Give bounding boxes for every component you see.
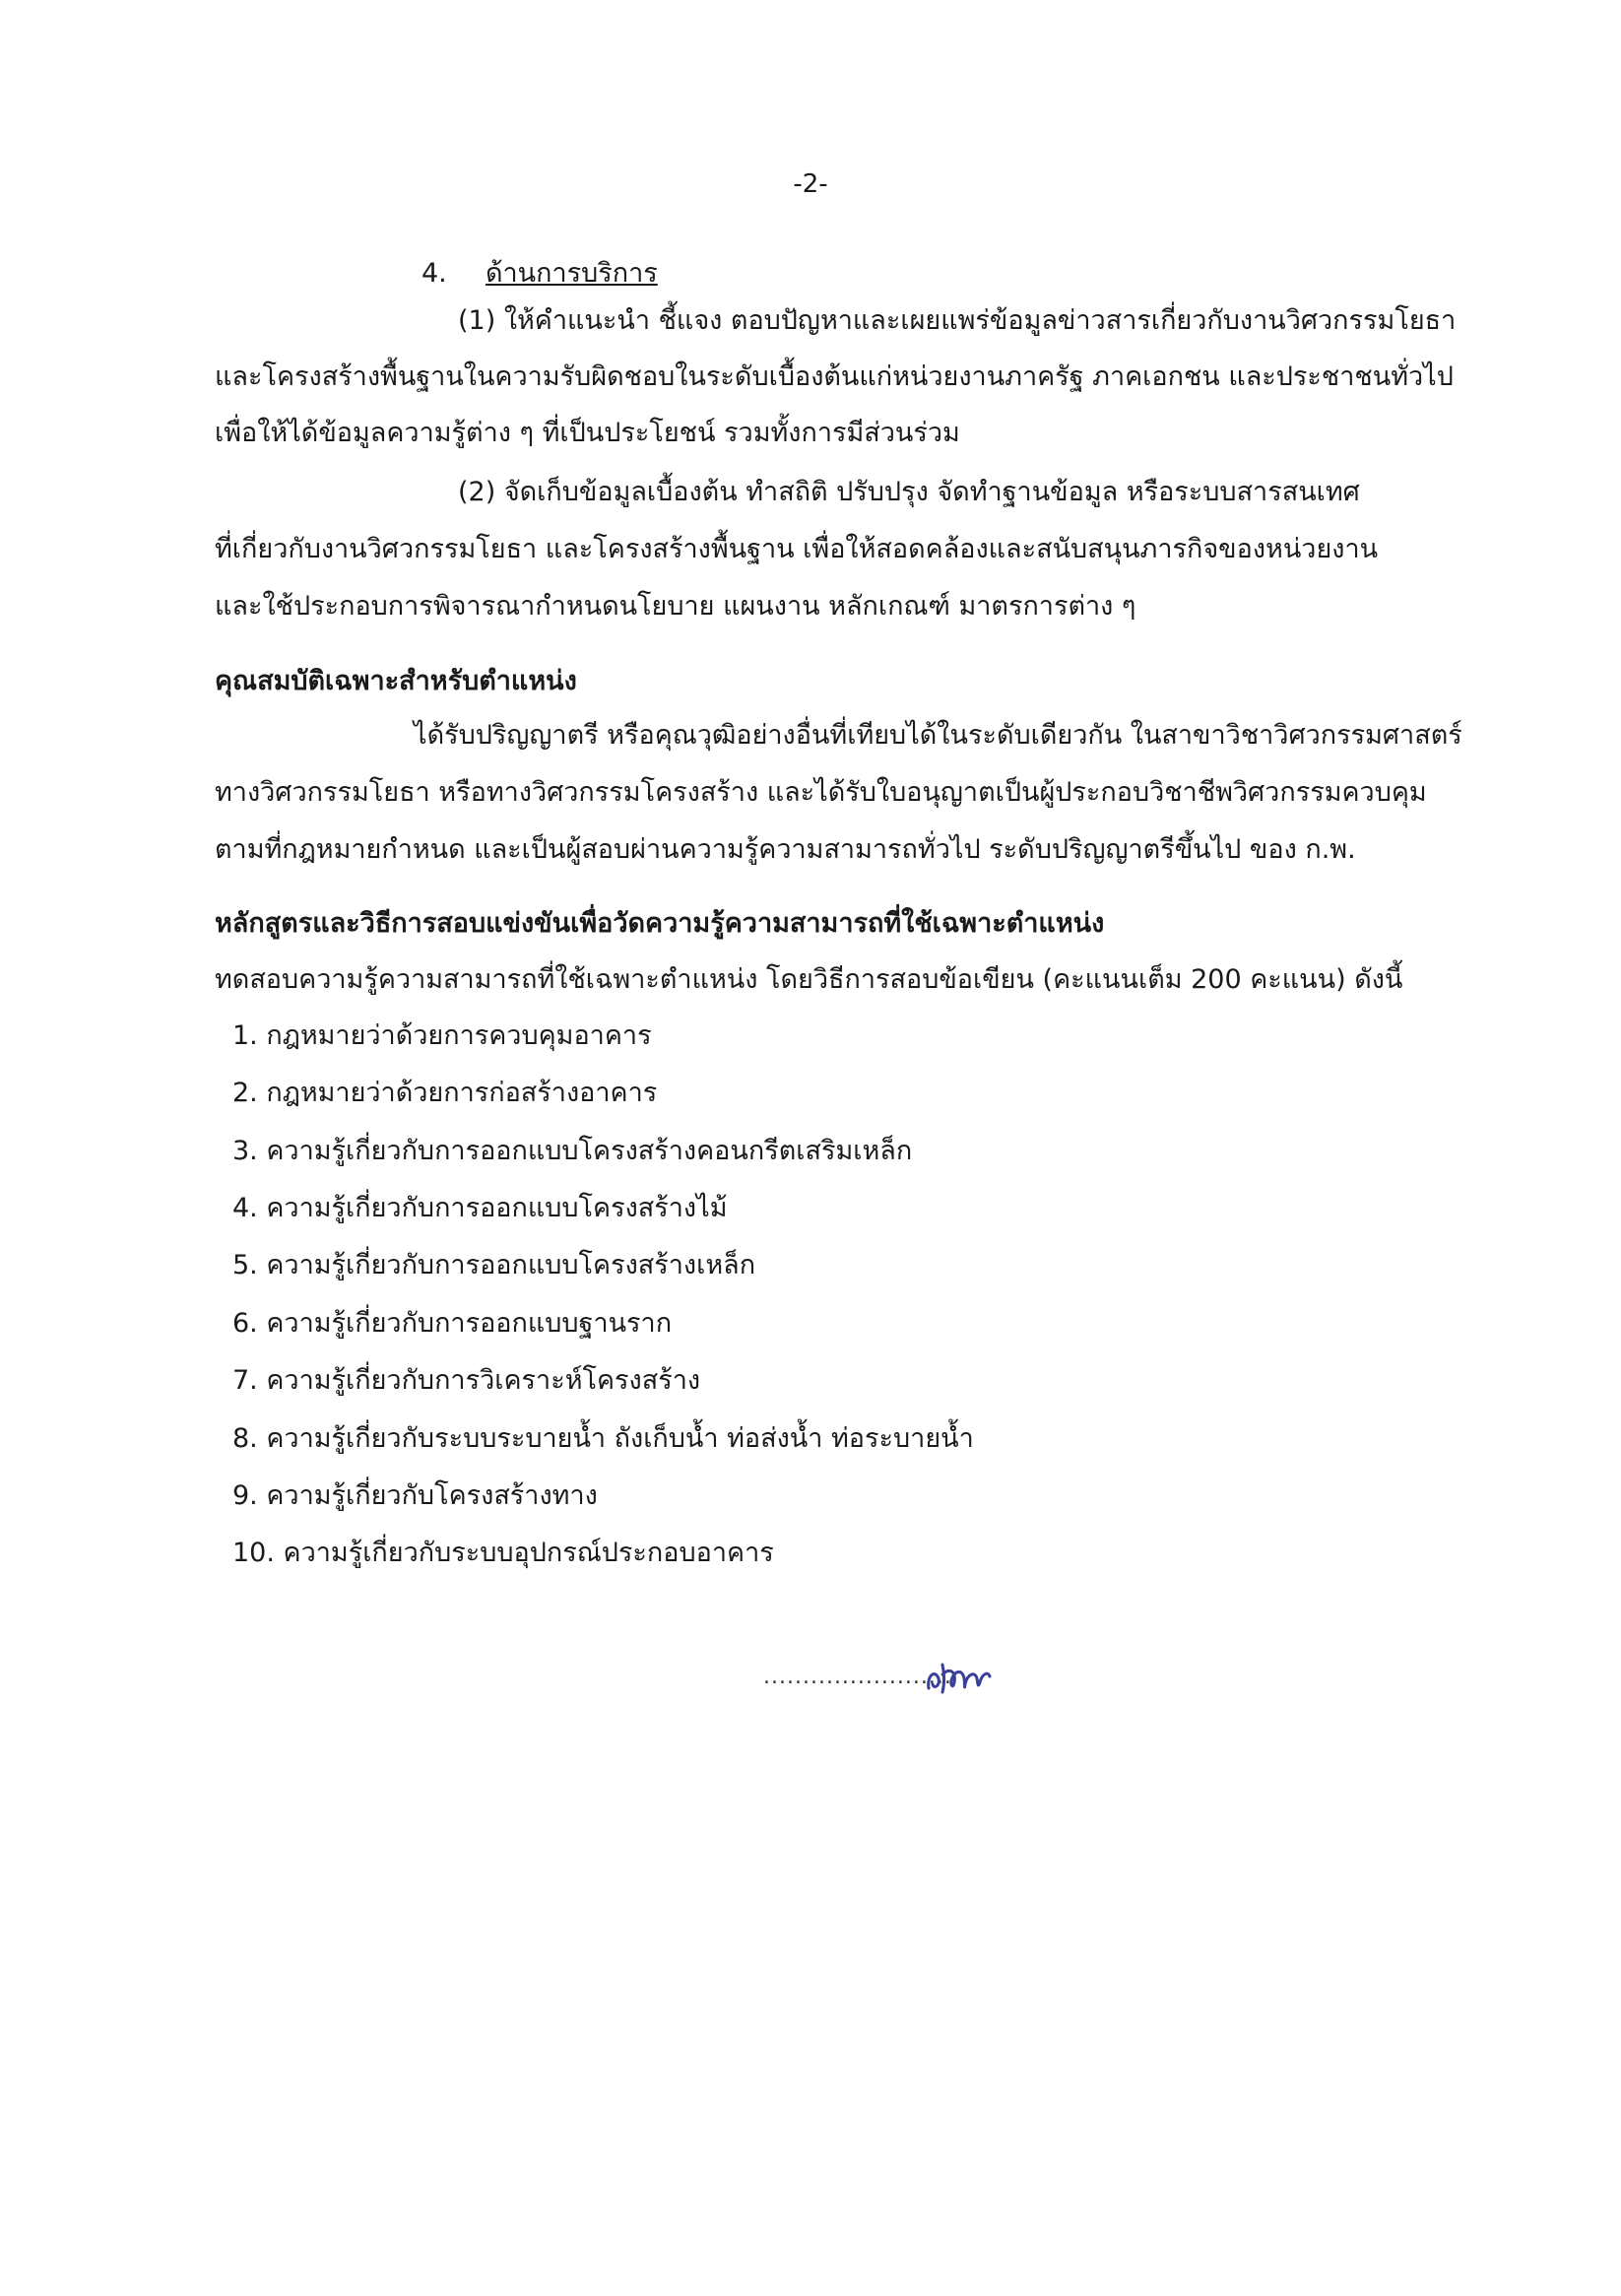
section-4-heading <box>421 254 658 294</box>
exam-item-6: 6. ความรู้เกี่ยวกับการออกแบบฐานราก <box>232 1308 673 1339</box>
exam-item-2: 2. กฎหมายว่าด้วยการก่อสร้างอาคาร <box>232 1078 658 1108</box>
handwritten-signature <box>921 1645 1019 1704</box>
qualifications-heading: คุณสมบัติเฉพาะสำหรับตำแหน่ง <box>215 666 577 696</box>
service-item-2-line-3: และใช้ประกอบการพิจารณากำหนดนโยบาย แผนงาน หลักเกณฑ์ มาตรการต่าง ๆ <box>215 591 1136 622</box>
exam-item-7: 7. ความรู้เกี่ยวกับการวิเคราะห์โครงสร้าง <box>232 1365 701 1396</box>
exam-item-1: 1. กฎหมายว่าด้วยการควบคุมอาคาร <box>232 1020 652 1051</box>
exam-intro: ทดสอบความรู้ความสามารถที่ใช้เฉพาะตำแหน่ง โดยวิธีการสอบข้อเขียน (คะแนนเต็ม 200 คะแนน) ดังนี้ <box>215 964 1403 995</box>
exam-item-10: 10. ความรู้เกี่ยวกับระบบอุปกรณ์ประกอบอาคาร <box>232 1538 774 1568</box>
service-item-1-line-3: เพื่อให้ได้ข้อมูลความรู้ต่าง ๆ ที่เป็นประโยชน์ รวมทั้งการมีส่วนร่วม <box>215 418 960 448</box>
service-item-2-line-1: (2) จัดเก็บข้อมูลเบื้องต้น ทำสถิติ ปรับปรุง จัดทำฐานข้อมูล หรือระบบสารสนเทศ <box>458 477 1360 507</box>
signature-dots: ........................ <box>763 1665 952 1689</box>
section-4-number: 4. <box>421 258 447 289</box>
exam-item-3: 3. ความรู้เกี่ยวกับการออกแบบโครงสร้างคอนกรีตเสริมเหล็ก <box>232 1136 913 1166</box>
service-item-1-line-2: และโครงสร้างพื้นฐานในความรับผิดชอบในระดับเบื้องต้นแก่หน่วยงานภาครัฐ ภาคเอกชน และประชาชนทั่วไป <box>215 361 1454 392</box>
signature-area <box>763 1645 1029 1704</box>
service-item-1-line-1: (1) ให้คำแนะนำ ชี้แจง ตอบปัญหาและเผยแพร่ข้อมูลข่าวสารเกี่ยวกับงานวิศวกรรมโยธา <box>458 305 1457 336</box>
qualifications-line-1: ได้รับปริญญาตรี หรือคุณวุฒิอย่างอื่นที่เทียบได้ในระดับเดียวกัน ในสาขาวิชาวิศวกรรมศาสตร์ <box>414 720 1462 751</box>
exam-item-5: 5. ความรู้เกี่ยวกับการออกแบบโครงสร้างเหล็ก <box>232 1250 756 1280</box>
qualifications-line-3: ตามที่กฎหมายกำหนด และเป็นผู้สอบผ่านความรู้ความสามารถทั่วไป ระดับปริญญาตรีขึ้นไป ของ ก.พ. <box>215 834 1356 865</box>
service-item-2-line-2: ที่เกี่ยวกับงานวิศวกรรมโยธา และโครงสร้างพื้นฐาน เพื่อให้สอดคล้องและสนับสนุนภารกิจของหน่วยงาน <box>215 534 1379 564</box>
exam-item-9: 9. ความรู้เกี่ยวกับโครงสร้างทาง <box>232 1480 598 1511</box>
exam-item-8: 8. ความรู้เกี่ยวกับระบบระบายน้ำ ถังเก็บน้ำ ท่อส่งน้ำ ท่อระบายน้ำ <box>232 1423 974 1454</box>
exam-item-4: 4. ความรู้เกี่ยวกับการออกแบบโครงสร้างไม้ <box>232 1193 728 1223</box>
section-4-title: ด้านการบริการ <box>485 258 658 289</box>
page-number: -2- <box>793 169 828 199</box>
exam-heading: หลักสูตรและวิธีการสอบแข่งขันเพื่อวัดความรู้ความสามารถที่ใช้เฉพาะตำแหน่ง <box>215 908 1105 939</box>
qualifications-line-2: ทางวิศวกรรมโยธา หรือทางวิศวกรรมโครงสร้าง และได้รับใบอนุญาตเป็นผู้ประกอบวิชาชีพวิศวกรรมควบคุม <box>215 777 1427 808</box>
